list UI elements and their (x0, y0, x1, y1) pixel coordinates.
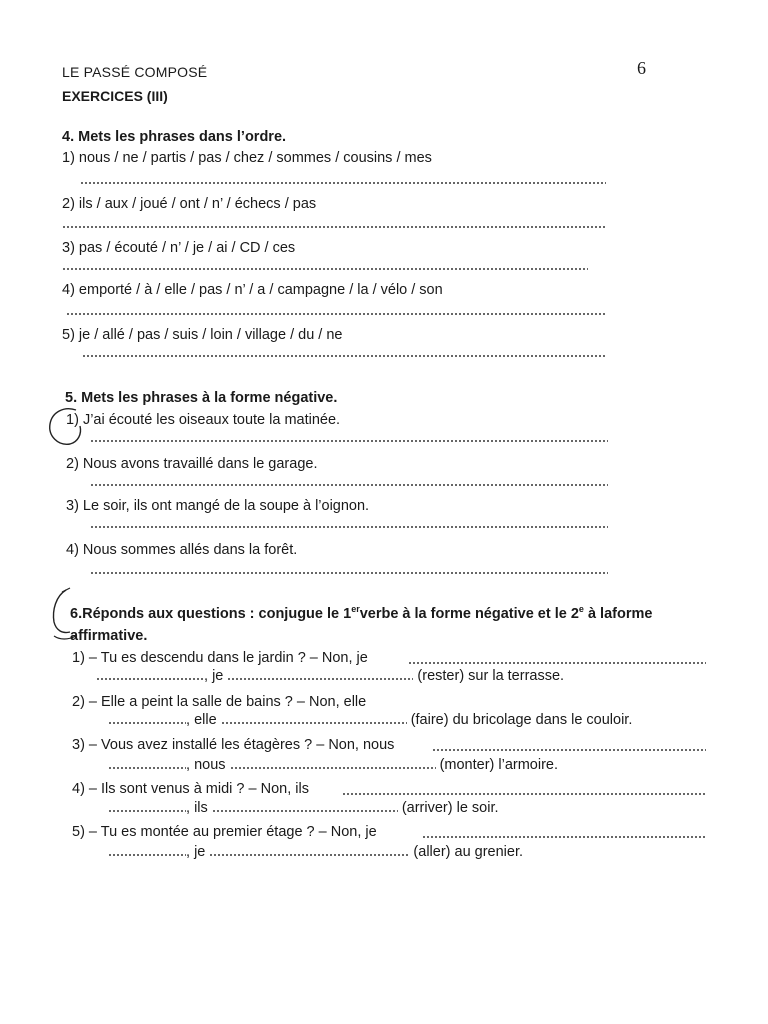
exercise-4-heading: 4. Mets les phrases dans l’ordre. (62, 129, 287, 145)
ex5-item-4: 4) Nous sommes allés dans la forêt. (66, 542, 298, 558)
ex6-q3-line-2: , nous (monter) l’armoire. (108, 757, 558, 773)
ex4-answer-line-4[interactable] (66, 313, 606, 315)
ex6-heading-part-c: à laforme (583, 605, 653, 622)
ex6-q3-answer-b[interactable] (108, 767, 186, 769)
ex6-q5-answer-a[interactable] (422, 836, 706, 838)
ex6-q3-answer-c[interactable] (230, 767, 436, 769)
ex5-item-3: 3) Le soir, ils ont mangé de la soupe à l’oignon. (66, 498, 370, 514)
ex6-question-4: 4) – Ils sont venus à midi ? – Non, ils (72, 781, 309, 797)
ex6-q5-pronoun: je (194, 844, 206, 860)
ex4-item-2: 2) ils / aux / joué / ont / n’ / échecs / pas (62, 196, 317, 212)
ex4-answer-line-2[interactable] (62, 226, 606, 228)
ex5-answer-line-2[interactable] (90, 484, 608, 486)
ex6-q3-pronoun: nous (194, 757, 226, 773)
exercise-6-heading (70, 604, 652, 622)
ex4-answer-line-3[interactable] (62, 268, 588, 270)
ex6-q1-pronoun: je (212, 668, 224, 684)
ex6-heading-part-b: verbe à la forme négative et le 2 (359, 605, 579, 622)
ex6-question-1: 1) – Tu es descendu dans le jardin ? – Non, je (72, 650, 368, 666)
worksheet-title: LE PASSÉ COMPOSÉ (62, 64, 208, 80)
ex6-q5-verb: (aller) au grenier. (413, 844, 524, 860)
ex4-item-3: 3) pas / écouté / n’ / je / ai / CD / ces (62, 240, 296, 256)
ex6-q4-answer-c[interactable] (212, 810, 398, 812)
page-number: 6 (637, 58, 646, 78)
ex5-answer-line-3[interactable] (90, 526, 608, 528)
ex4-item-1: 1) nous / ne / partis / pas / chez / sommes / cousins / mes (62, 150, 432, 166)
ex6-q1-answer-c[interactable] (227, 678, 413, 680)
ex6-question-2: 2) – Elle a peint la salle de bains ? – Non, elle (72, 694, 367, 710)
ex6-heading-number: 6. (70, 605, 83, 622)
ex6-q1-answer-b[interactable] (96, 678, 204, 680)
ex6-q4-line-2: , ils (arriver) le soir. (108, 800, 499, 816)
ex6-q3-answer-a[interactable] (432, 749, 706, 751)
ex6-q2-answer-c[interactable] (221, 722, 407, 724)
ex6-q2-line-2: , elle (faire) du bricolage dans le couloir. (108, 712, 632, 728)
ex6-q4-verb: (arriver) le soir. (401, 800, 499, 816)
ex6-heading-sup-2: e (578, 604, 584, 614)
ex4-answer-line-1[interactable] (80, 182, 606, 184)
ex4-answer-line-5[interactable] (82, 355, 606, 357)
ex6-q2-pronoun: elle (194, 712, 217, 728)
ex6-q2-verb: (faire) du bricolage dans le couloir. (410, 712, 633, 728)
ex6-question-3: 3) – Vous avez installé les étagères ? – Non, nous (72, 737, 395, 753)
ex5-item-1-number: 1) (66, 412, 79, 428)
ex6-q4-answer-a[interactable] (342, 793, 706, 795)
ex6-q5-answer-b[interactable] (108, 854, 186, 856)
ex4-item-4: 4) emporté / à / elle / pas / n’ / a / campagne / la / vélo / son (62, 282, 443, 298)
ex6-heading-sup-1: er (351, 604, 360, 614)
ex6-heading-part-a: Réponds aux questions : conjugue le 1 (82, 605, 352, 622)
ex5-item-1-text: J’ai écouté les oiseaux toute la matinée. (82, 412, 341, 428)
ex5-answer-line-4[interactable] (90, 572, 608, 574)
ex6-q5-line-2: , je (aller) au grenier. (108, 844, 523, 860)
ex5-item-2: 2) Nous avons travaillé dans le garage. (66, 456, 318, 472)
ex6-question-5: 5) – Tu es montée au premier étage ? – Non, je (72, 824, 377, 840)
ex5-item-1 (66, 412, 340, 428)
ex6-q3-verb: (monter) l’armoire. (439, 757, 559, 773)
ex6-heading-line-2: affirmative. (70, 628, 148, 644)
ex6-q4-answer-b[interactable] (108, 810, 186, 812)
ex6-q1-verb: (rester) sur la terrasse. (417, 668, 565, 684)
ex6-q5-answer-c[interactable] (209, 854, 409, 856)
exercise-5-heading: 5. Mets les phrases à la forme négative. (65, 390, 338, 406)
ex5-answer-line-1[interactable] (90, 440, 608, 442)
ex6-q1-answer-a[interactable] (408, 662, 706, 664)
ex4-item-5: 5) je / allé / pas / suis / loin / village / du / ne (62, 327, 343, 343)
worksheet-subtitle: EXERCICES (III) (62, 88, 168, 104)
ex6-q4-pronoun: ils (194, 800, 208, 816)
ex6-q1-line-2: , je (rester) sur la terrasse. (96, 668, 564, 684)
ex6-q2-answer-b[interactable] (108, 722, 186, 724)
